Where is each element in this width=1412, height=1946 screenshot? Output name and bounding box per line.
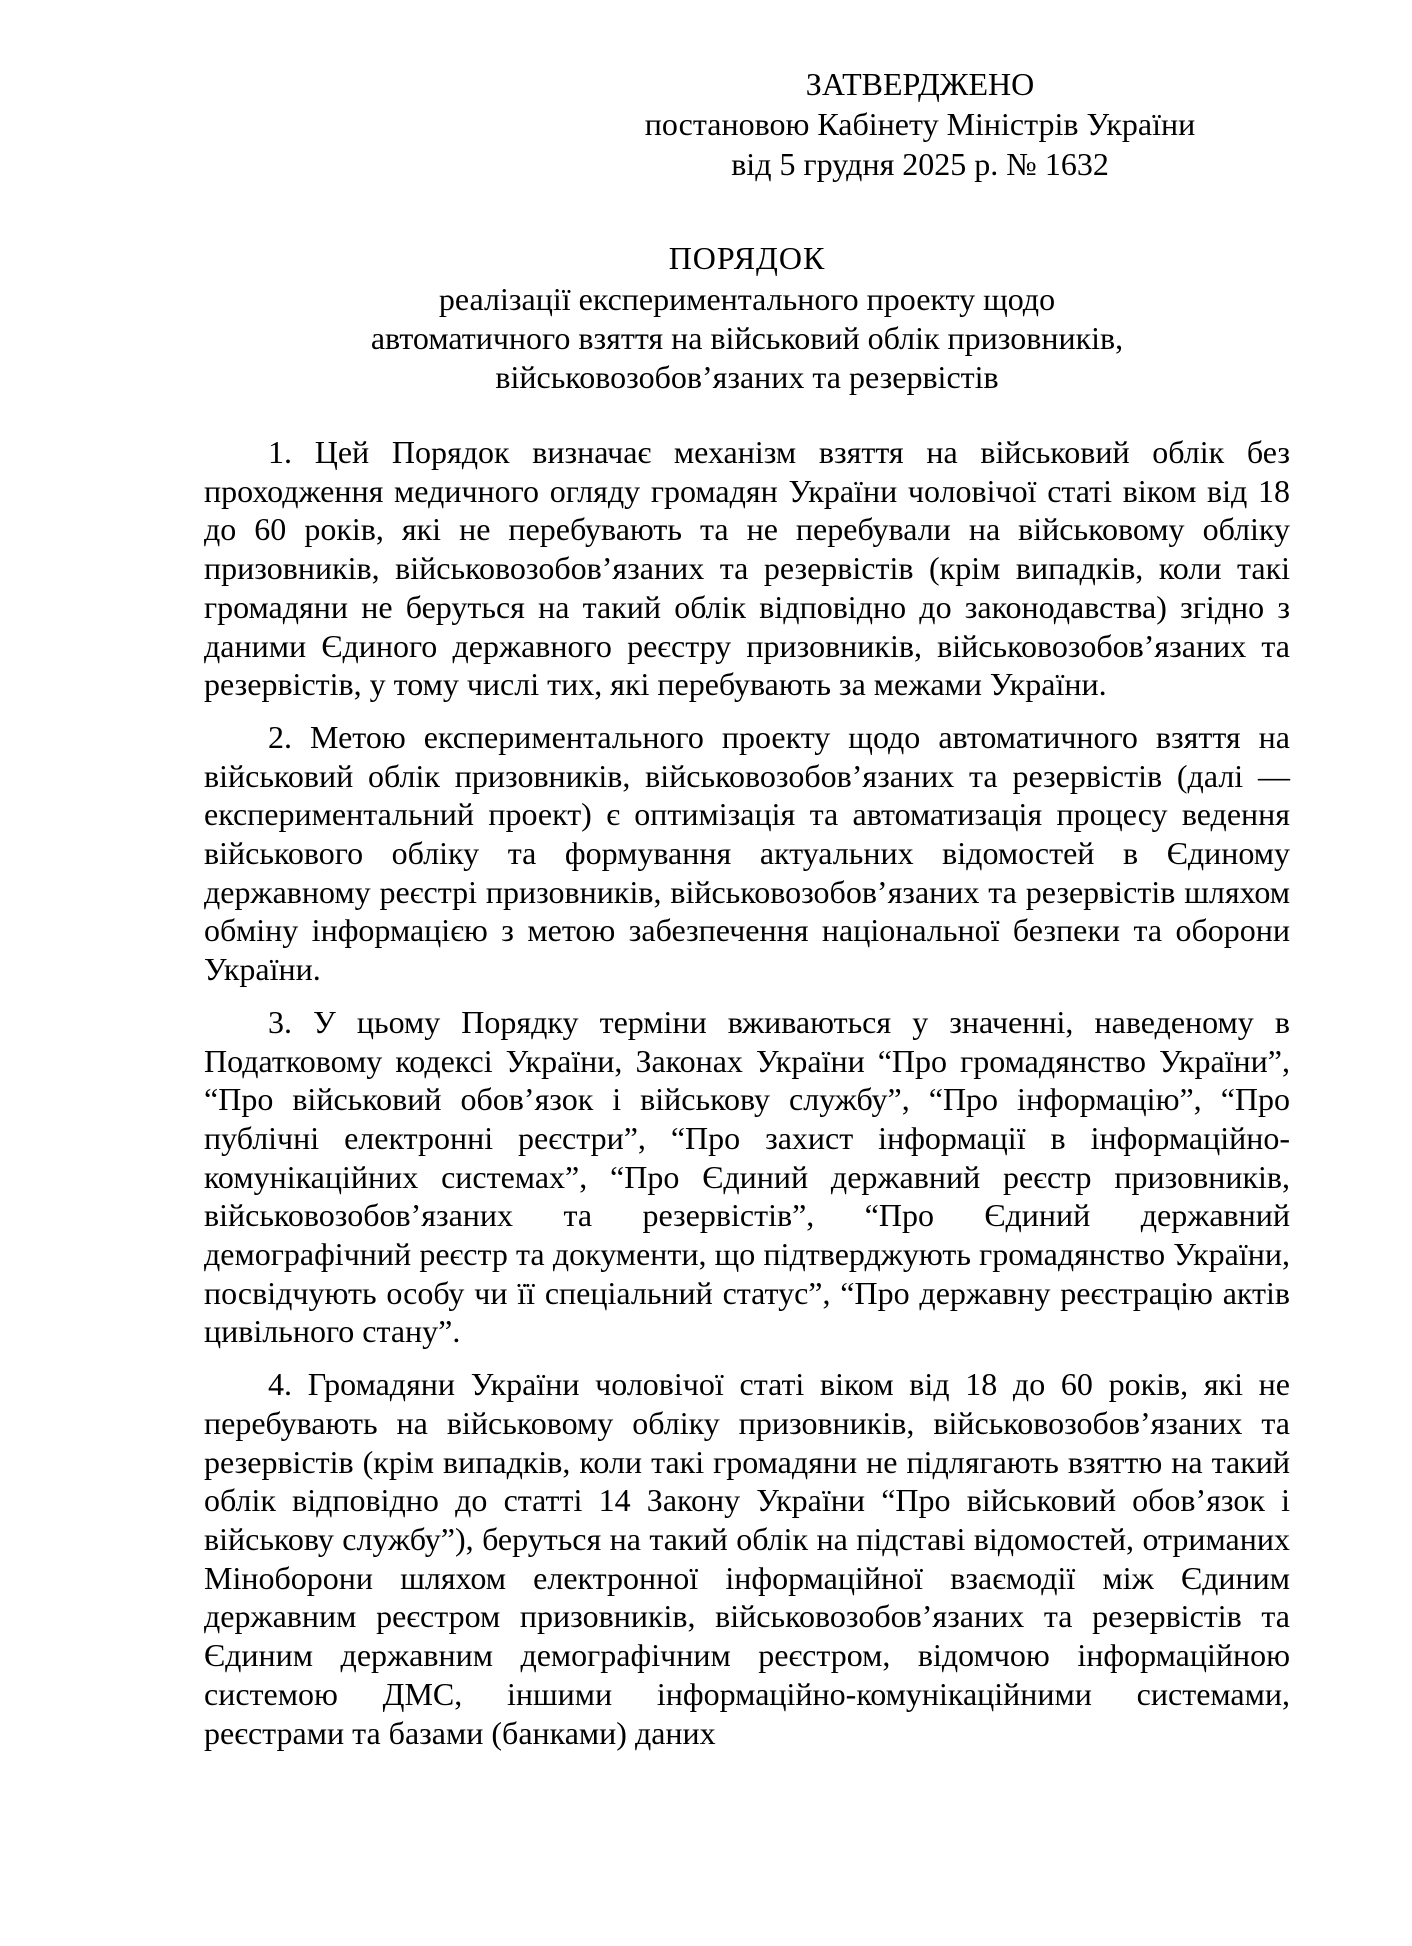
paragraph-1: 1. Цей Порядок визначає механізм взяття на військовий облік без проходження медичного огляду громадян України чоловічої статі віком від 18 до 60 років, які не перебувають та не перебували на військовому обліку призовників, військовозобов’язаних та резервістів (крім випадків, коли такі громадяни не беруться на такий облік відповідно до законодавства) згідно з даними Єдиного державного реєстру призовників, військовозобов’язаних та резервістів, у тому числі тих, які перебувають за межами України. — [204, 434, 1290, 703]
document-body — [204, 433, 1290, 1766]
approval-authority: постановою Кабінету Міністрів України — [644, 106, 1196, 142]
approval-stamp — [580, 64, 1260, 184]
document-subtitle — [204, 280, 1290, 397]
document-title: ПОРЯДОК — [668, 240, 826, 276]
subtitle-line: військовозобов’язаних та резервістів — [495, 359, 999, 395]
subtitle-line: реалізації експериментального проекту щодо — [438, 281, 1056, 317]
approval-heading: ЗАТВЕРДЖЕНО — [805, 66, 1035, 102]
document-title-block — [204, 238, 1290, 397]
subtitle-line: автоматичного взяття на військовий облік призовників, — [370, 320, 1124, 356]
paragraph-2: 2. Метою експериментального проекту щодо автоматичного взяття на військовий облік призовників, військовозобов’язаних та резервістів (далі — експериментальний проект) є оптимізація та автоматизація процесу ведення військового обліку та формування актуальних відомостей в Єдиному державному реєстрі призовників, військовозобов’язаних та резервістів шляхом обміну інформацією з метою забезпечення національної безпеки та оборони України. — [204, 718, 1290, 988]
paragraph-3: 3. У цьому Порядку терміни вживаються у значенні, наведеному в Податковому кодексі України, Законах України “Про громадянство України”, “Про військовий обов’язок і військову службу”, “Про інформацію”, “Про публічні електронні реєстри”, “Про захист інформації в інформаційно-комунікаційних системах”, “Про Єдиний державний реєстр призовників, військовозобов’язаних та резервістів”, “Про Єдиний державний демографічний реєстр та документи, що підтверджують громадянство України, посвідчують особу чи її спеціальний статус”, “Про державну реєстрацію актів цивільного стану”. — [204, 1003, 1290, 1350]
approval-date-number: від 5 грудня 2025 р. № 1632 — [731, 146, 1109, 182]
paragraph-4: 4. Громадяни України чоловічої статі віком від 18 до 60 років, які не перебувають на військовому обліку призовників, військовозобов’язаних та резервістів (крім випадків, коли такі громадяни не підлягають взяттю на такий облік відповідно до статті 14 Закону України “Про військовий обов’язок і військову службу”), беруться на такий облік на підставі відомостей, отриманих Міноборони шляхом електронної інформаційної взаємодії між Єдиним державним реєстром призовників, військовозобов’язаних та резервістів та Єдиним державним демографічним реєстром, відомчою інформаційною системою ДМС, іншими інформаційно-комунікаційними системами, реєстрами та базами (банками) даних — [204, 1366, 1290, 1751]
